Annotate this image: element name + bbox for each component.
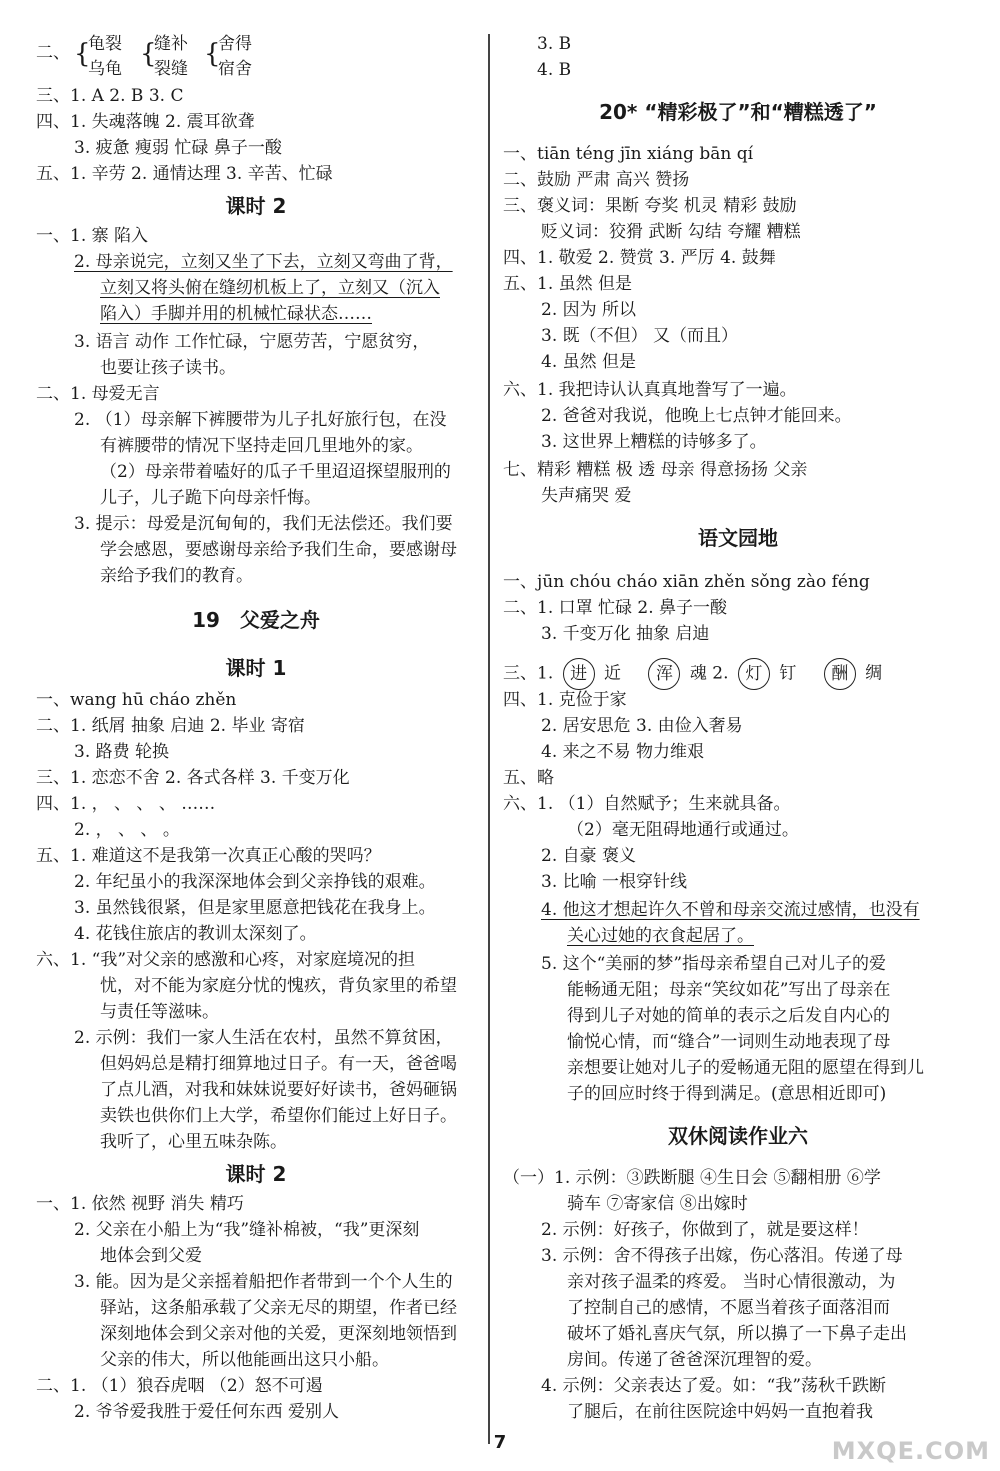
circled-char: 浑	[648, 658, 680, 690]
lesson-title: 20* “精彩极了”和“糟糕透了”	[599, 100, 877, 124]
section-title: 双休阅读作业六	[668, 1124, 808, 1148]
answer-line: 四、1. 失魂落魄 2. 震耳欲聋	[36, 112, 255, 132]
answer-line: 驿站，这条船承载了父亲无尽的期望，作者已经	[100, 1298, 457, 1318]
correct-char: 近	[604, 663, 622, 684]
circled-char: 进	[563, 658, 595, 690]
answer-line: 卖铁也供你们上大学，希望你们能过上好日子。	[100, 1106, 457, 1126]
lesson-title: 19 父爱之舟	[192, 608, 320, 632]
answer-line: 贬义词：狡猾 武断 勾结 夸耀 糟糕	[541, 222, 801, 242]
answer-line: 3. 千变万化 抽象 启迪	[541, 624, 710, 644]
answer-line: 二、1. 口罩 忙碌 2. 鼻子一酸	[503, 598, 728, 618]
answer-line: 与责任等滋味。	[100, 1002, 219, 1022]
answer-line: 五、略	[503, 768, 554, 788]
answer-line: 深刻地体会到父亲对他的关爱，更深刻地领悟到	[100, 1324, 457, 1344]
answer-line: 七、精彩 糟糕 极 透 母亲 得意扬扬 父亲	[503, 460, 808, 480]
answer-line: 二、1. 纸屑 抽象 启迪 2. 毕业 寄宿	[36, 716, 305, 736]
circled-char: 酬	[824, 658, 856, 690]
answer-line: 3. 比喻 一根穿针线	[541, 872, 688, 892]
circled-char: 灯	[738, 658, 770, 690]
answer-line: 但妈妈总是精打细算地过日子。有一天，爸爸喝	[100, 1054, 457, 1074]
answer-line: 4. 示例：父亲表达了爱。如：“我”荡秋千跌断	[541, 1376, 887, 1396]
answer-line: 3. B	[537, 34, 572, 54]
answer-line: 一、jūn chóu cháo xiān zhěn sǒng zào féng	[503, 572, 870, 592]
answer-line: 3. 既（不但） 又（而且）	[541, 326, 739, 346]
underlined-text: 陷入）手脚并用的机械忙碌状态……	[100, 304, 372, 324]
answer-line: 3. 语言 动作 工作忙碌，宁愿劳苦，宁愿贫穷，	[74, 332, 430, 352]
answer-line: 2. （1）母亲解下裤腰带为儿子扎好旅行包，在没	[74, 410, 447, 430]
answer-line: 3. 能。因为是父亲摇着船把作者带到一个个人生的	[74, 1272, 453, 1292]
answer-line: 能畅通无阻；母亲“笑纹如花”写出了母亲在	[567, 980, 891, 1000]
answer-line: 六、1. 我把诗认认真真地誊写了一遍。	[503, 380, 797, 400]
brace-icon: {	[204, 39, 221, 69]
pair-1-a: 龟裂	[88, 34, 122, 54]
circle-answer-line	[503, 658, 882, 690]
answer-line: 骑车 ⑦寄家信 ⑧出嫁时	[567, 1194, 748, 1214]
pair-3-b: 宿舍	[218, 59, 252, 79]
answer-line: 亲给予我们的教育。	[100, 566, 253, 586]
correct-char: 钉	[779, 663, 797, 684]
answer-line: 立刻又将头俯在缝纫机板上了，立刻又（沉入	[100, 278, 440, 298]
answer-line: 四、1. ， 、 、 、 ……	[36, 794, 216, 814]
answer-line: 2. 示例：好孩子，你做到了，就是要这样！	[541, 1220, 869, 1240]
section-2-marker: 二、	[36, 43, 70, 63]
answer-line: 二、1. 母爱无言	[36, 384, 160, 404]
answer-line: 父亲的伟大，所以他能画出这只小船。	[100, 1350, 389, 1370]
answer-line: 五、1. 虽然 但是	[503, 274, 633, 294]
answer-line: 5. 这个“美丽的梦”指母亲希望自己对儿子的爱	[541, 954, 887, 974]
answer-line: 破坏了婚礼喜庆气氛，所以擤了一下鼻子走出	[567, 1324, 907, 1344]
answer-line: 3. 虽然钱很紧，但是家里愿意把钱花在我身上。	[74, 898, 436, 918]
column-divider	[488, 34, 490, 1444]
answer-line: 4. 虽然 但是	[541, 352, 637, 372]
answer-line: 3. 路费 轮换	[74, 742, 170, 762]
answer-line: 四、1. 克俭于家	[503, 690, 627, 710]
answer-line: 五、1. 难道这不是我第一次真正心酸的哭吗？	[36, 846, 381, 866]
answer-line: 一、tiān téng jīn xiáng bān qí	[503, 144, 754, 164]
answer-line: 4. 他这才想起许久不曾和母亲交流过感情，也没有	[541, 900, 920, 920]
answer-line: 亲想要让她对儿子的爱畅通无阻的愿望在得到儿	[567, 1058, 924, 1078]
pair-1-b: 乌龟	[88, 59, 122, 79]
answer-line: 房间。传递了爸爸深沉理智的爱。	[567, 1350, 822, 1370]
pair-2-b: 裂缝	[154, 59, 188, 79]
answer-line: 关心过她的衣食起居了。	[567, 926, 754, 946]
answer-line: 四、1. 敬爱 2. 赞赏 3. 严厉 4. 鼓舞	[503, 248, 776, 268]
answer-line: 三、1. 恋恋不舍 2. 各式各样 3. 千变万化	[36, 768, 350, 788]
answer-line: 2. 年纪虽小的我深深地体会到父亲挣钱的艰难。	[74, 872, 436, 892]
answer-line: 一、1. 寨 陷入	[36, 226, 149, 246]
answer-line: （2）母亲带着嗑好的瓜子千里迢迢探望服刑的	[100, 462, 451, 482]
pair-3-a: 舍得	[218, 34, 252, 54]
answer-line: 2. ， 、 、 。	[74, 820, 180, 840]
answer-line: 有裤腰带的情况下坚持走回几里地外的家。	[100, 436, 423, 456]
section-title: 课时 1	[225, 656, 287, 680]
answer-line: 我听了，心里五味杂陈。	[100, 1132, 287, 1152]
page-number: 7	[493, 1432, 507, 1453]
answer-line: （一）1. 示例：③跌断腿 ④生日会 ⑤翻相册 ⑥学	[503, 1168, 881, 1188]
brace-icon: {	[74, 39, 91, 69]
answer-line: 二、鼓励 严肃 高兴 赞扬	[503, 170, 690, 190]
answer-line: 了点儿酒，对我和妹妹说要好好读书，爸妈砸锅	[100, 1080, 457, 1100]
answer-line: 2. 因为 所以	[541, 300, 637, 320]
answer-line: 忧，对不能为家庭分忧的愧疚，背负家里的希望	[100, 976, 457, 996]
section-title: 课时 2	[225, 194, 287, 218]
answer-line: （2）毫无阻碍地通行或通过。	[567, 820, 799, 840]
answer-line: 六、1. “我”对父亲的感激和心疼，对家庭境况的担	[36, 950, 416, 970]
brace-icon: {	[140, 39, 157, 69]
answer-line: 地体会到父爱	[100, 1246, 202, 1266]
answer-line: 4. 花钱住旅店的教训太深刻了。	[74, 924, 317, 944]
answer-line: 2. 父亲在小船上为“我”缝补棉被，“我”更深刻	[74, 1220, 420, 1240]
answer-line: 2. 爷爷爱我胜于爱任何东西 爱别人	[74, 1402, 340, 1422]
answer-line	[100, 302, 372, 326]
item-prefix: 三、1.	[503, 663, 554, 684]
answer-line: 4. 来之不易 物力维艰	[541, 742, 705, 762]
answer-line: 4. B	[537, 60, 572, 80]
answer-line: 也要让孩子读书。	[100, 358, 236, 378]
answer-line: 3. 示例：舍不得孩子出嫁，伤心落泪。传递了母	[541, 1246, 903, 1266]
answer-line: 一、wang hū cháo zhěn	[36, 690, 237, 710]
answer-line: 2. 示例：我们一家人生活在农村，虽然不算贫困，	[74, 1028, 453, 1048]
answer-line: 3. 提示：母爱是沉甸甸的，我们无法偿还。我们要	[74, 514, 453, 534]
answer-line: 子的回应时终于得到满足。(意思相近即可)	[567, 1084, 887, 1104]
answer-line: 亲对孩子温柔的疼爱。 当时心情很激动，为	[567, 1272, 896, 1292]
answer-line: 三、1. A 2. B 3. C	[36, 86, 184, 106]
pair-2-a: 缝补	[154, 34, 188, 54]
answer-line: 2. 爸爸对我说，他晚上七点钟才能回来。	[541, 406, 852, 426]
correct-char: 魂 2.	[689, 663, 729, 684]
correct-char: 绸	[865, 663, 883, 684]
answer-line: 愉悦心情，而“缝合”一词则生动地表现了母	[567, 1032, 891, 1052]
answer-line: 五、1. 辛劳 2. 通情达理 3. 辛苦、忙碌	[36, 164, 333, 184]
answer-line: 3. 这世界上糟糕的诗够多了。	[541, 432, 767, 452]
answer-line: 一、1. 依然 视野 消失 精巧	[36, 1194, 244, 1214]
watermark: MXQE.COM	[831, 1437, 990, 1465]
answer-line: 了腿后，在前往医院途中妈妈一直抱着我	[567, 1402, 873, 1422]
answer-line: 失声痛哭 爱	[541, 486, 632, 506]
section-title: 语文园地	[698, 526, 778, 550]
answer-line: 3. 疲惫 瘦弱 忙碌 鼻子一酸	[74, 138, 282, 158]
answer-line: 三、褒义词：果断 夸奖 机灵 精彩 鼓励	[503, 196, 797, 216]
answer-line: 得到儿子对她的简单的表示之后发自内心的	[567, 1006, 890, 1026]
answer-line: 二、1. （1）狼吞虎咽 （2）怒不可遏	[36, 1376, 323, 1396]
answer-line: 2. 母亲说完，立刻又坐了下去，立刻又弯曲了背，	[74, 252, 453, 272]
answer-line: 学会感恩，要感谢母亲给予我们生命，要感谢母	[100, 540, 457, 560]
answer-line: 六、1. （1）自然赋予；生来就具备。	[503, 794, 791, 814]
answer-line: 2. 居安思危 3. 由俭入奢易	[541, 716, 743, 736]
answer-line: 儿子，儿子跪下向母亲忏悔。	[100, 488, 321, 508]
section-title: 课时 2	[225, 1162, 287, 1186]
answer-line: 2. 自豪 褒义	[541, 846, 637, 866]
answer-line: 了控制自己的感情，不愿当着孩子面落泪而	[567, 1298, 890, 1318]
